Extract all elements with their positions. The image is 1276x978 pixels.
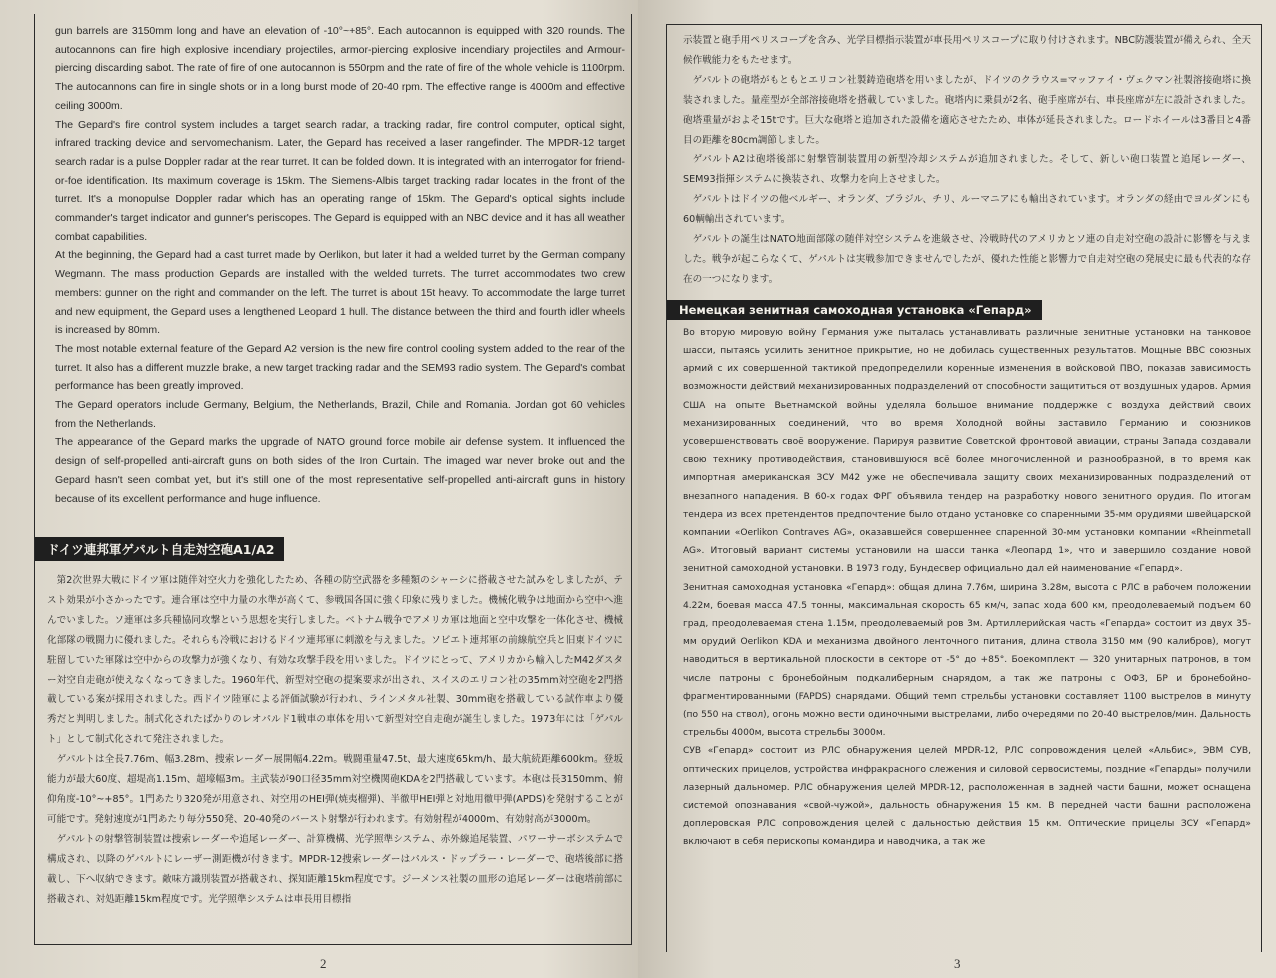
english-text-block <box>35 14 631 508</box>
japanese-paragraph: ゲパルトA2は砲塔後部に射撃管制装置用の新型冷却システムが追加されました。そして、新しい砲口装置と追尾レーダー、SEM93指揮システムに換装され、攻撃力を向上させました。 <box>683 154 1251 186</box>
japanese-paragraph: ゲパルトの砲塔がもともとエリコン社製鋳造砲塔を用いましたが、ドイツのクラウス=マッファイ・ヴェクマン社製溶接砲塔に換装されました。量産型が全部溶接砲塔を搭載していました。砲塔内に乗員が2名、砲手座席が右、車長座席が左に設計されました。砲塔重量がおよそ15tです。巨大な砲塔と追加された設備を適応させたため、車体が延長されました。ロードホイールは3番目と4番目の距離を80cm調節しました。 <box>683 74 1251 146</box>
english-paragraph: The Gepard's fire control system includes a target search radar, a tracking radar, fire control computer, optical sight, infrared tracking device and servomechanism. Later, the Gepard has received a laser rangefinder. The MPDR-12 target search radar is a pulse Doppler radar at the rear turret. It can be folded down. It is integrated with an interrogator for friend-or-foe identification. Its maximum coverage is 15km. The Siemens-Albis target tracking radar locates in the front of the turret. It's a monopulse Doppler radar which has an operating range of 15km. The Gepard's optical sights include commander's target indicator and gunner's periscopes. The Gepard is equipped with an NBC device and it has all weather combat capabilities. <box>55 118 625 243</box>
page-number: 3 <box>954 956 961 971</box>
russian-paragraph: Зенитная самоходная установка «Гепард»: общая длина 7.76м, ширина 3.28м, высота с РЛС в рабочем положении 4.22м, боевая масса 47.5 тонны, максимальная скорость 65 км/ч, запас хода 600 км, преодолеваемый подъем 60 град, преодолеваемая стена 1.15м, преодолеваемый ров 3м. Артиллерийская часть «Гепарда» состоит из двух 35-мм орудий Oerlikon KDA и механизма двойного ленточного питания, длина ствола 3150 мм (90 калибров), могут наводиться в вертикальной плоскости в секторе от -5° до +85°. Боекомплект — 320 унитарных патронов, в том числе патроны с бронебойным подкалиберным снарядом, а так же патроны с ОФЗ, БР и бронебойно-фрагментированными (FAPDS) снарядами. Общий темп стрельбы установки составляет 1100 выстрелов в минуту (по 550 на ствол), огонь можно вести одиночными выстрелами, либо очередями по 20-40 выстрелов/мин. Дальность стрельбы 4000м, высота стрельбы 3000м. <box>683 582 1251 739</box>
japanese-paragraph: ゲパルトは全長7.76m、幅3.28m、捜索レーダー展開幅4.22m。戦闘重量47.5t、最大速度65km/h、最大航続距離600km。登坂能力が最大60度、超堤高1.15m、超壕幅3m。主武装が90口径35mm対空機関砲KDAを2門搭載しています。本砲は長3150mm、俯仰角度-10°~+85°。1門あたり320発が用意され、対空用のHEI弾(焼夷榴弾)、半徹甲HEI弾と対地用徹甲弾(APDS)を発射することが可能です。発射速度が1門あたり毎分550発、20-40発のバースト射撃が行われます。有効射程が4000m、有効射高が3000m。 <box>47 754 623 825</box>
russian-paragraph: Во вторую мировую войну Германия уже пыталась устанавливать различные зенитные установки на танковое шасси, пытаясь усилить зенитное прикрытие, но не добилась существенных результатов. Мощные ВВС союзных армий с их совершенной тактикой предопределили коренные изменения в войсковой ПВО, показав зависимость возможности действий механизированных подразделений от способности защититься от воздушных ударов. Армия США на опыте Вьетнамской войны уделяла большое внимание поддержке с воздуха действий своих механизированных соединений, что во время Холодной войны заставило Германию и союзников усовершенствовать своё вооружение. Парируя развитие Советской фронтовой авиации, страны Запада создавали свою технику противодействия, становившуюся всё более многочисленной и разнообразной, в то время как импортная американская ЗСУ M42 уже не обеспечивала защиту своих механизированных подразделений от внезапного нападения. В 60-х годах ФРГ объявила тендер на разработку нового зенитного орудия. По итогам тендера из всех претендентов предпочтение было отдано установке со спаренными 35-мм орудиями швейцарской компании «Oerlikon Contraves AG», оказавшейся совершеннее спаренной 30-мм установки компании «Rheinmetall AG». Итоговый вариант системы установили на шасси танка «Леопард 1», что и завершило создание новой зенитной самоходной установки. В 1973 году, Бундесвер официально дал ей наименование «Гепард». <box>683 327 1251 575</box>
english-paragraph: At the beginning, the Gepard had a cast turret made by Oerlikon, but later it had a welded turret by the German company Wegmann. The mass production Gepards are installed with the welded turrets. The turret accommodates two crew members: gunner on the right and commander on the left. The turret is about 15t heavy. To accommodate the large turret and new equipment, the Gepard uses a lengthened Leopard 1 hull. The distance between the third and fourth idler wheels is increased by 80mm. <box>55 249 625 337</box>
left-page-frame <box>34 14 632 945</box>
english-paragraph: gun barrels are 3150mm long and have an elevation of -10°~+85°. Each autocannon is equipped with 320 rounds. The autocannons can fire high explosive incendiary projectiles, armor-piercing explosive incendiary projectiles and Armour-piercing discarding sabot. The rate of fire of one autocannon is 550rpm and the rate of fire of the whole vehicle is 1100rpm. The autocannons can fire in single shots or in a long burst mode of 20-40 rpm. The effective range is 4000m and effective ceiling 3000m. <box>55 25 625 112</box>
japanese-paragraph: 示装置と砲手用ペリスコープを含み、光学目標指示装置が車長用ペリスコープに取り付けされます。NBC防護装置が備えられ、全天候作戦能力をもたせます。 <box>683 35 1251 66</box>
japanese-paragraph: ゲパルトの誕生はNATO地面部隊の随伴対空システムを進級させ、冷戦時代のアメリカとソ連の自走対空砲の設計に影響を与えました。戦争が起こらなくて、ゲパルトは実戦参加できませんでしたが、優れた性能と影響力で自走対空砲の発展史に最も代表的な存在の一つになります。 <box>683 234 1251 285</box>
english-paragraph: The appearance of the Gepard marks the upgrade of NATO ground force mobile air defense system. It influenced the design of self-propelled anti-aircraft guns on both sides of the Iron Curtain. The imaged war never broke out and the Gepard hasn't seen combat yet, but it's still one of the most representative self-propelled anti-aircraft guns in history because of its excellent performance and huge influence. <box>55 436 625 505</box>
japanese-text-block <box>47 571 623 909</box>
russian-section-heading: Немецкая зенитная самоходная установка «Гепард» <box>667 300 1042 320</box>
russian-text-block <box>667 320 1261 852</box>
japanese-paragraph: 第2次世界大戦にドイツ軍は随伴対空火力を強化したため、各種の防空武器を多種類のシャーシに搭載させた試みをしましたが、テスト効果が小さかったです。連合軍は空中力量の水準が高くて、参戦国各国に強く印象に残りました。機械化戦争は地面から空中へ進んでいました。ソ連軍は多兵種協同攻撃という思想を実行しました。ベトナム戦争でアメリカ軍は地面と空中攻撃を一体化させ、機械化部隊の戦闘力に優れました。それらも冷戦におけるドイツ連邦軍に刺激を与えました。ソビエト連邦軍の前線航空兵と旧東ドイツに駐留していた軍隊は空中からの攻撃力が強くなり、有効な攻撃手段を用いました。ドイツにとって、アメリカから輸入したM42ダスター対空自走砲が使えなくなってきました。1960年代、新型対空砲の提案要求が出され、スイスのエリコン社の35mm対空砲を2門搭載している案が採用されました。西ドイツ陸軍による評価試験が行われ、ラインメタル社製、30mm砲を搭載している試作車より優秀だと判明しました。制式化されたばかりのレオパルド1戦車の車体を用いて新型対空自走砲が誕生しました。1973年には「ゲパルト」として制式化されて発注されました。 <box>47 575 623 746</box>
right-page <box>638 0 1276 978</box>
page-number: 2 <box>320 956 327 971</box>
japanese-paragraph: ゲパルトはドイツの他ベルギー、オランダ、ブラジル、チリ、ルーマニアにも輸出されています。オランダの経由でヨルダンにも60輌輸出されています。 <box>683 194 1251 226</box>
japanese-paragraph: ゲパルトの射撃管制装置は捜索レーダーや追尾レーダー、計算機構、光学照準システム、赤外線追尾装置、パワーサーボシステムで構成され、以降のゲパルトにレーザー測距機が付きます。MPDR-12捜索レーダーはパルス・ドップラー・レーダーで、砲塔後部に搭載し、下へ収納できます。敵味方識別装置が搭載され、探知距離15km程度です。ジーメンス社製の皿形の追尾レーダーは砲塔前部に搭載され、対処距離15km程度です。光学照準システムは車長用目標指 <box>47 833 623 905</box>
right-page-frame <box>666 24 1262 952</box>
english-paragraph: The most notable external feature of the Gepard A2 version is the new fire control cooling system added to the rear of the turret. It also has a different muzzle brake, a new target tracking radar and the SEM93 radio system. The Gepard's combat performance has been greatly improved. <box>55 342 625 393</box>
japanese-section-heading: ドイツ連邦軍ゲパルト自走対空砲A1/A2 <box>35 537 284 561</box>
english-paragraph: The Gepard operators include Germany, Belgium, the Netherlands, Brazil, Chile and Romania. Jordan got 60 vehicles from the Netherlands. <box>55 399 625 430</box>
russian-paragraph: СУВ «Гепард» состоит из РЛС обнаружения целей MPDR-12, РЛС сопровождения целей «Альбис», ЭВМ СУВ, оптических прицелов, устройства инфракрасного слежения и силовой сервосистемы, поздние «Гепарды» получили лазерный дальномер. РЛС обнаружения целей MPDR-12, расположенная в задней части башни, может оснащена системой опознавания «свой-чужой», дальность обнаружения 15 км. В передней части башни расположена доплеровская РЛС сопровождения целей с дальностью действия 15 км. Оптические прицелы ЗСУ «Гепард» включают в себя перископы командира и наводчика, а так же <box>683 746 1251 848</box>
japanese-text-block <box>667 25 1261 290</box>
